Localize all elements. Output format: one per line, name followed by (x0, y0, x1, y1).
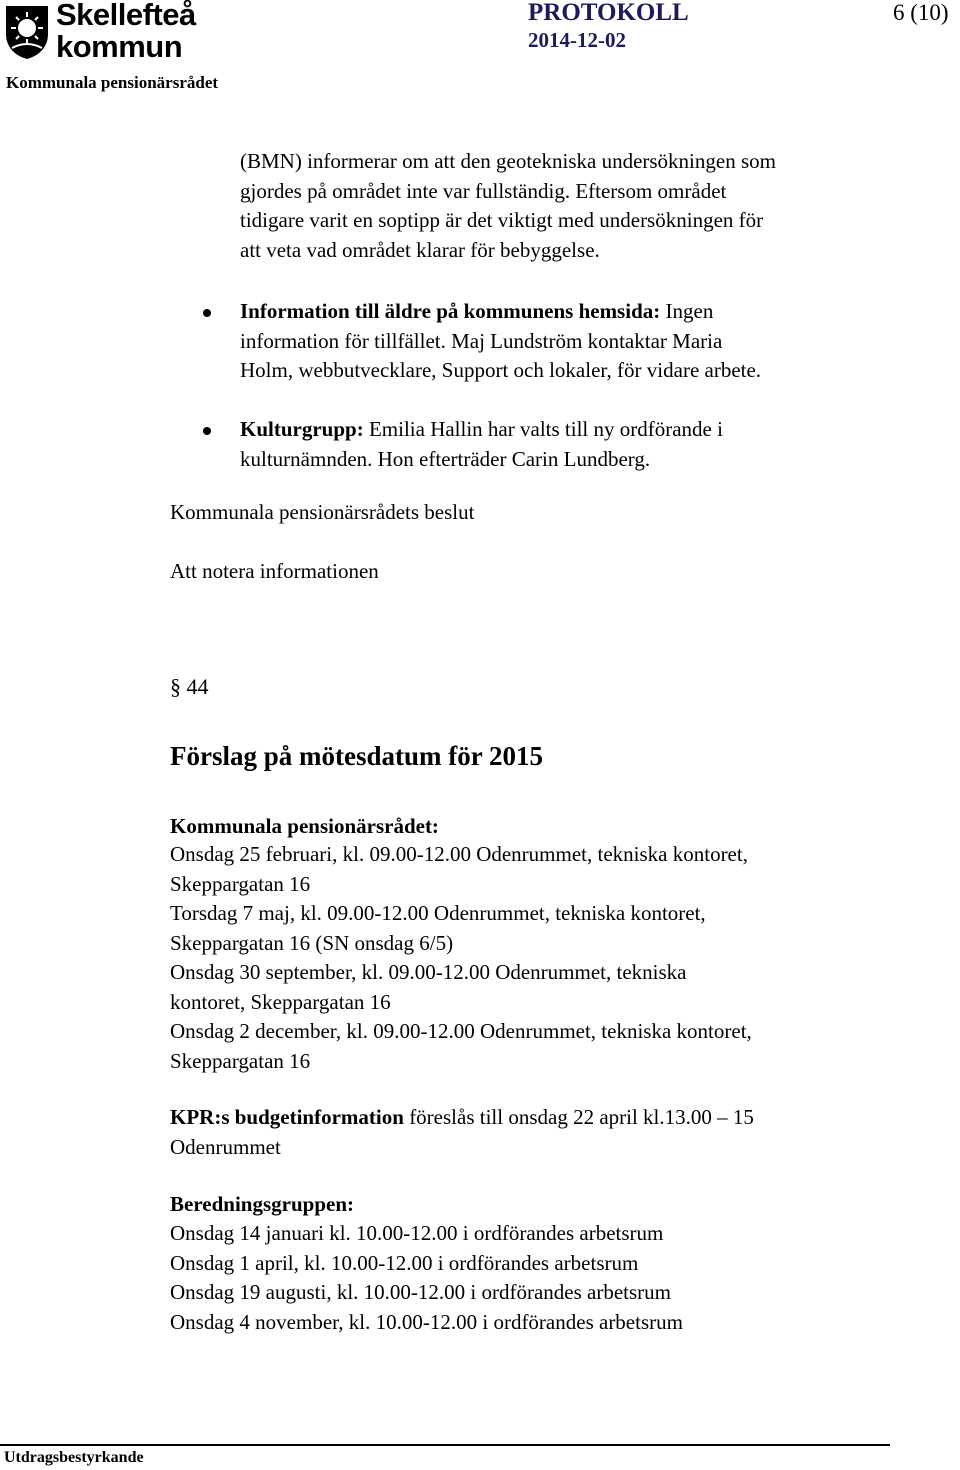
bullet-item-information (240, 297, 930, 386)
budget-text: Odenrummet (170, 1134, 281, 1159)
meeting-line: Onsdag 19 augusti, kl. 10.00-12.00 i ordförandes arbetsrum (170, 1280, 671, 1304)
bullet-label: Information till äldre på kommunens hemsida: (240, 299, 661, 323)
paragraph-line: tidigare varit en soptipp är det viktigt med undersökningen för (240, 208, 764, 232)
footer-divider (0, 1444, 890, 1446)
meeting-line: Skeppargatan 16 (SN onsdag 6/5) (170, 930, 454, 955)
prep-group-heading: Beredningsgruppen: (170, 1192, 354, 1216)
logo-text-line1: Skellefteå (56, 0, 196, 32)
paragraph-line: gjordes på området inte var fullständig. Eftersom området (240, 178, 727, 203)
bullet-text: Emilia Hallin har valts till ny ordförande i (363, 417, 723, 441)
page-number: 6 (10) (893, 0, 949, 25)
meeting-line: Skeppargatan 16 (170, 1048, 311, 1073)
bullet-text: information för tillfället. Maj Lundström kontaktar Maria (240, 328, 723, 353)
budget-info (170, 1103, 910, 1162)
paragraph-line: (BMN) informerar om att den geotekniska undersökningen som (240, 149, 776, 173)
document-type: PROTOKOLL (528, 0, 689, 26)
budget-label: KPR:s budgetinformation (170, 1105, 404, 1129)
bullet-item-kulturgrupp (240, 415, 930, 474)
kpr-heading: Kommunala pensionärsrådet: (170, 814, 439, 838)
kpr-meeting-list (170, 840, 910, 1076)
meeting-line: kontoret, Skeppargatan 16 (170, 989, 391, 1014)
meeting-line: Onsdag 4 november, kl. 10.00-12.00 i ordförandes arbetsrum (170, 1309, 683, 1334)
logo-text-line2: kommun (56, 29, 183, 64)
meeting-line: Onsdag 2 december, kl. 09.00-12.00 Odenrummet, tekniska kontoret, (170, 1019, 752, 1043)
document-date: 2014-12-02 (528, 28, 626, 52)
organization-name: Kommunala pensionärsrådet (6, 73, 219, 92)
coat-of-arms-icon (4, 4, 50, 60)
meeting-line: Skeppargatan 16 (170, 871, 311, 896)
meeting-line: Onsdag 30 september, kl. 09.00-12.00 Odenrummet, tekniska (170, 960, 687, 984)
prep-meeting-list (170, 1219, 910, 1337)
section-title: Förslag på mötesdatum för 2015 (170, 741, 543, 771)
bullet-icon (203, 309, 211, 317)
bullet-text: Ingen (660, 299, 714, 323)
meeting-line: Onsdag 25 februari, kl. 09.00-12.00 Odenrummet, tekniska kontoret, (170, 842, 748, 866)
paragraph-line: att veta vad området klarar för bebyggelse. (240, 237, 600, 262)
meeting-line: Onsdag 14 januari kl. 10.00-12.00 i ordförandes arbetsrum (170, 1221, 664, 1245)
section-number: § 44 (170, 674, 209, 699)
bullet-text: Holm, webbutvecklare, Support och lokaler, för vidare arbete. (240, 358, 762, 382)
footer-label: Utdragsbestyrkande (4, 1449, 144, 1466)
bullet-label: Kulturgrupp: (240, 417, 364, 441)
decision-heading: Kommunala pensionärsrådets beslut (170, 500, 475, 524)
meeting-line: Torsdag 7 maj, kl. 09.00-12.00 Odenrummet, tekniska kontoret, (170, 901, 706, 925)
paragraph-bmn (240, 147, 930, 265)
budget-text: föreslås till onsdag 22 april kl.13.00 – 15 (403, 1105, 754, 1129)
decision-text: Att notera informationen (170, 559, 379, 583)
meeting-line: Onsdag 1 april, kl. 10.00-12.00 i ordförandes arbetsrum (170, 1250, 639, 1275)
bullet-text: kulturnämnden. Hon efterträder Carin Lundberg. (240, 446, 651, 471)
bullet-icon (203, 427, 211, 435)
